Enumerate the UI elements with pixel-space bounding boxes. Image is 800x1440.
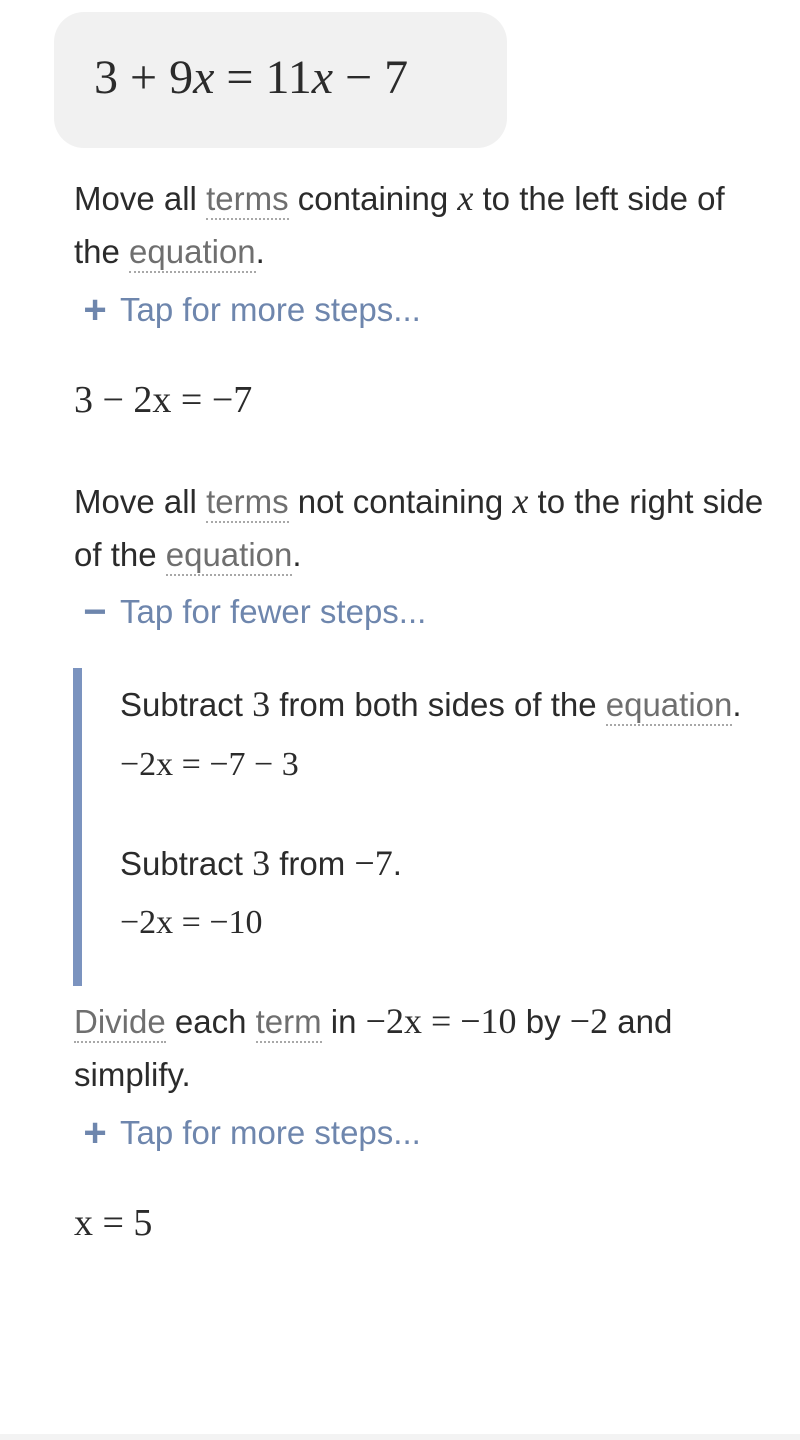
- step1-result: 3 − 2x = −7: [74, 379, 253, 421]
- math-number: 3: [252, 684, 271, 724]
- eq-variable: x: [193, 51, 215, 104]
- glossary-link-terms[interactable]: terms: [206, 483, 289, 523]
- eq-variable: x: [311, 51, 333, 104]
- step-text: Subtract: [120, 686, 253, 723]
- step2-description: [74, 475, 764, 581]
- step-text: from both sides of the: [270, 686, 606, 723]
- step-text: Move all: [74, 180, 207, 217]
- step-text: not containing: [288, 483, 513, 520]
- eq-term: 11: [265, 51, 312, 104]
- toggle-label: Tap for fewer steps...: [120, 593, 427, 630]
- math-inline: −2: [569, 1001, 609, 1041]
- problem-box: [54, 12, 507, 148]
- minus-icon: −: [83, 590, 107, 634]
- eq-operator: =: [226, 51, 254, 104]
- more-steps-toggle[interactable]: [82, 1113, 421, 1153]
- glossary-link-equation[interactable]: equation: [606, 686, 733, 726]
- plus-icon: +: [83, 288, 107, 332]
- fewer-steps-toggle[interactable]: [82, 592, 426, 632]
- step-text: containing: [288, 180, 458, 217]
- math-variable: x: [457, 178, 474, 218]
- substep1-description: [120, 679, 742, 730]
- more-steps-toggle[interactable]: [82, 290, 421, 330]
- toggle-label: Tap for more steps...: [120, 1114, 421, 1151]
- step-text: to the left side of the: [74, 180, 725, 270]
- step-text: Subtract: [120, 845, 253, 882]
- math-variable: x: [512, 481, 529, 521]
- eq-term: 3: [94, 51, 118, 104]
- math-inline: −2x = −10: [365, 1001, 517, 1041]
- problem-equation: [94, 48, 408, 108]
- step-text: Move all: [74, 483, 207, 520]
- math-number: 3: [252, 843, 271, 883]
- step-text: to the right side of the: [74, 483, 764, 573]
- eq-operator: +: [130, 51, 158, 104]
- glossary-link-terms[interactable]: terms: [206, 180, 289, 220]
- step-text: in: [321, 1003, 366, 1040]
- glossary-link-equation[interactable]: equation: [129, 233, 256, 273]
- glossary-link-term[interactable]: term: [256, 1003, 322, 1043]
- step-text: .: [292, 536, 302, 573]
- step-text: by: [516, 1003, 570, 1040]
- expanded-substeps: [73, 668, 783, 986]
- step-text: .: [732, 686, 742, 723]
- glossary-link-equation[interactable]: equation: [166, 536, 293, 576]
- eq-term: 9: [169, 51, 194, 104]
- glossary-link-divide[interactable]: Divide: [74, 1003, 166, 1043]
- eq-operator: −: [345, 51, 373, 104]
- step-text: .: [255, 233, 265, 270]
- step1-description: [74, 172, 764, 278]
- final-answer: x = 5: [74, 1202, 153, 1244]
- eq-term: 7: [384, 51, 409, 104]
- substep2-description: [120, 838, 402, 889]
- substep2-math: −2x = −10: [120, 904, 263, 941]
- step-text: each: [165, 1003, 256, 1040]
- bottom-divider: [0, 1434, 800, 1440]
- step-text: .: [392, 845, 402, 882]
- step3-description: [74, 995, 764, 1101]
- math-number: −7: [354, 843, 393, 883]
- step-text: from: [270, 845, 355, 882]
- step-text: and simplify.: [74, 1003, 673, 1093]
- plus-icon: +: [83, 1111, 107, 1155]
- substeps-bar: [73, 668, 82, 986]
- toggle-label: Tap for more steps...: [120, 291, 421, 328]
- substep1-math: −2x = −7 − 3: [120, 746, 299, 783]
